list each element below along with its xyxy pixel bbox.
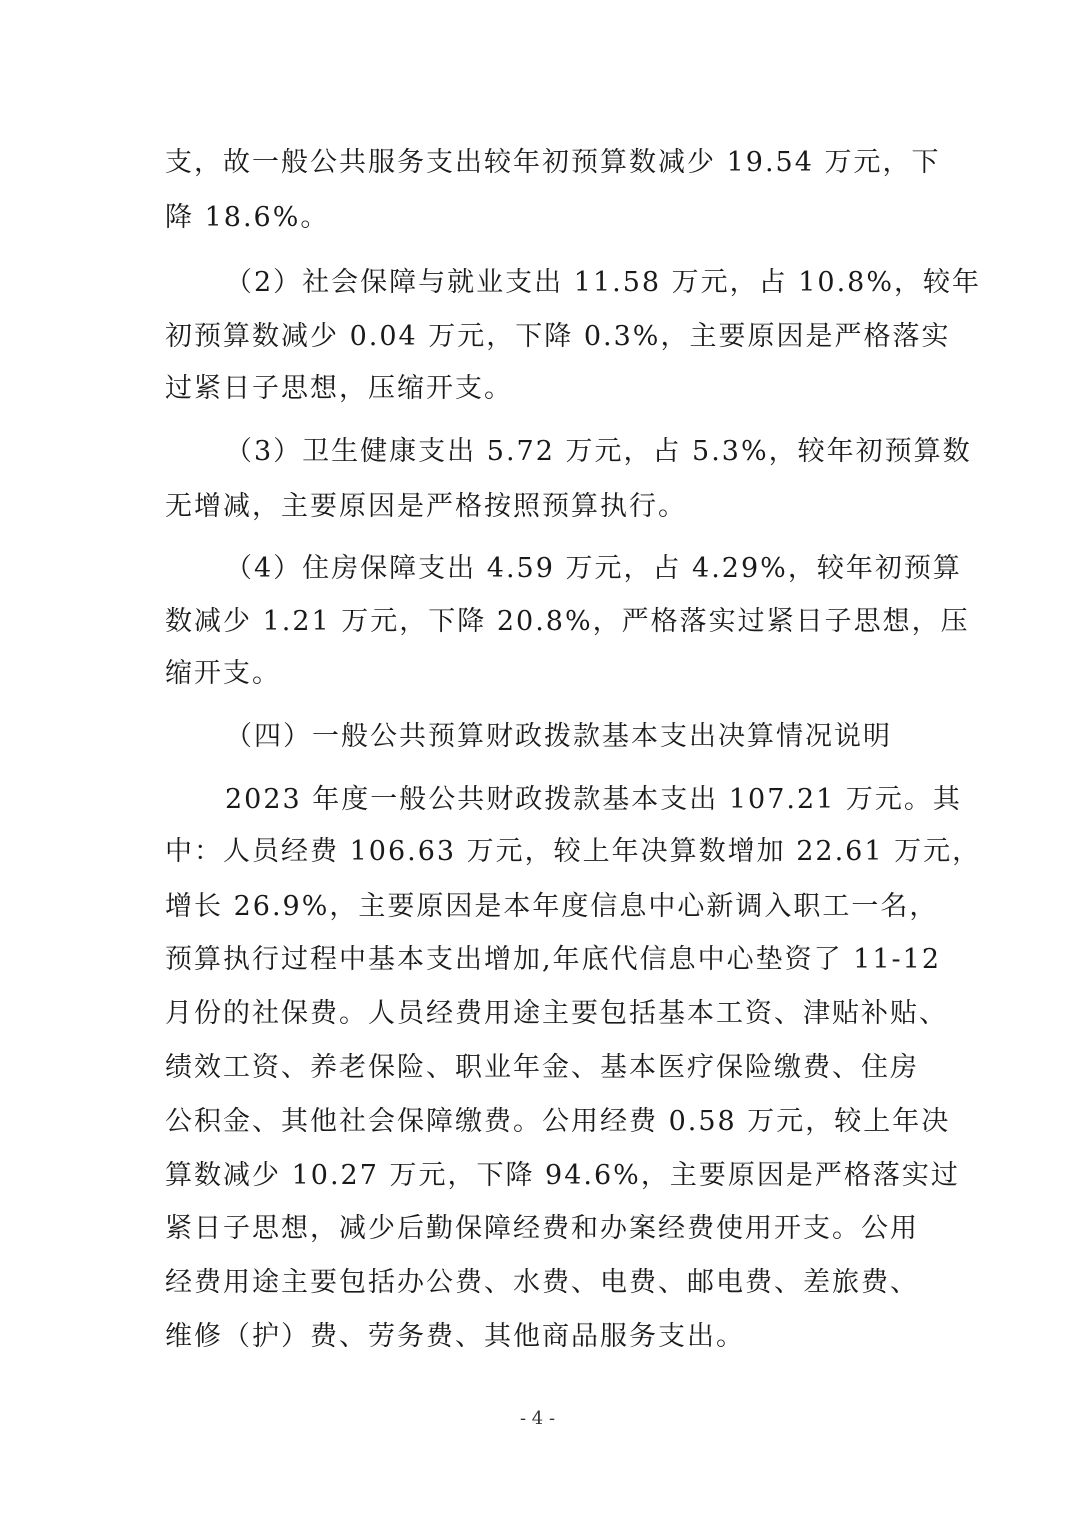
text-line: （2）社会保障与就业支出 11.58 万元，占 10.8%，较年 [225,267,981,298]
text-line: （3）卫生健康支出 5.72 万元，占 5.3%，较年初预算数 [225,436,972,467]
text-line: 支，故一般公共服务支出较年初预算数减少 19.54 万元，下 [165,147,941,178]
text-line: 维修（护）费、劳务费、其他商品服务支出。 [165,1321,745,1352]
page-number: - 4 - [519,1408,556,1429]
section-heading: （四）一般公共预算财政拨款基本支出决算情况说明 [225,721,892,752]
text-line: 无增减，主要原因是严格按照预算执行。 [165,491,687,522]
text-line: 算数减少 10.27 万元，下降 94.6%，主要原因是严格落实过 [165,1160,960,1191]
text-line: 2023 年度一般公共财政拨款基本支出 107.21 万元。其 [225,784,962,815]
text-line: 经费用途主要包括办公费、水费、电费、邮电费、差旅费、 [165,1267,919,1298]
text-line: 绩效工资、养老保险、职业年金、基本医疗保险缴费、住房 [165,1052,919,1083]
text-line: （4）住房保障支出 4.59 万元，占 4.29%，较年初预算 [225,553,962,584]
text-line: 月份的社保费。人员经费用途主要包括基本工资、津贴补贴、 [165,998,948,1029]
text-line: 初预算数减少 0.04 万元，下降 0.3%，主要原因是严格落实 [165,321,951,352]
text-line: 紧日子思想，减少后勤保障经费和办案经费使用开支。公用 [165,1213,919,1244]
text-line: 增长 26.9%，主要原因是本年度信息中心新调入职工一名， [165,891,939,922]
text-line: 降 18.6%。 [165,202,330,233]
text-line: 缩开支。 [165,658,281,689]
text-line: 中：人员经费 106.63 万元，较上年决算数增加 22.61 万元， [165,836,982,867]
text-line: 预算执行过程中基本支出增加,年底代信息中心垫资了 11-12 [165,944,941,975]
text-line: 过紧日子思想，压缩开支。 [165,373,513,404]
text-line: 数减少 1.21 万元，下降 20.8%，严格落实过紧日子思想，压 [165,606,970,637]
text-line: 公积金、其他社会保障缴费。公用经费 0.58 万元，较上年决 [165,1106,951,1137]
